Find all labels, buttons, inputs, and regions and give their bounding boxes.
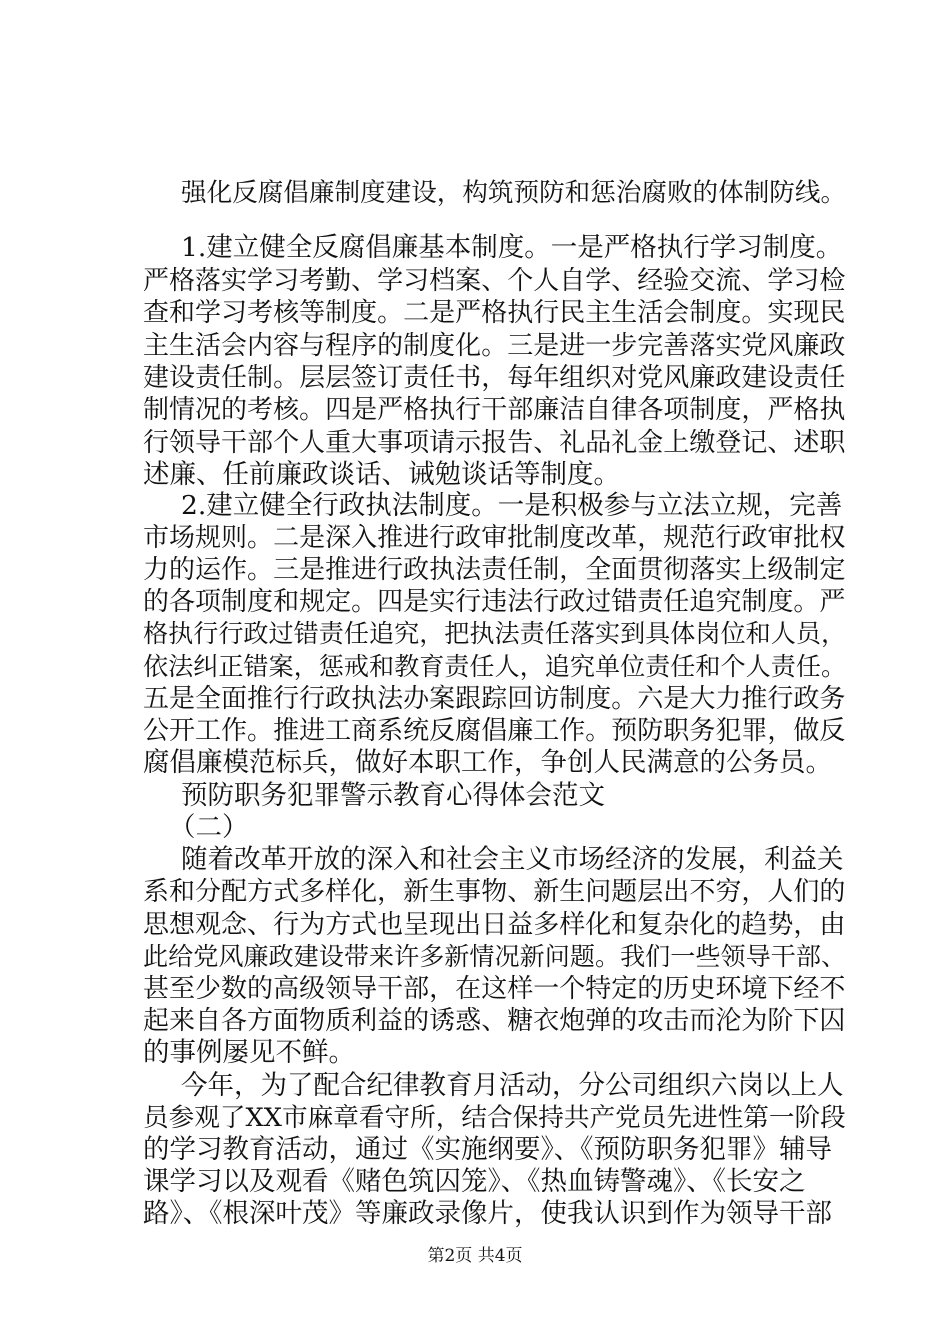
text-line: 1.建立健全反腐倡廉基本制度。一是严格执行学习制度。: [181, 232, 843, 263]
text-line: 述廉、任前廉政谈话、诫勉谈话等制度。: [143, 459, 620, 490]
text-line: 力的运作。三是推进行政执法责任制，全面贯彻落实上级制定: [143, 555, 846, 585]
text-line: 五是全面推行行政执法办案跟踪回访制度。六是大力推行政务: [143, 684, 846, 714]
text-line: 格执行行政过错责任追究，把执法责任落实到具体岗位和人员，: [143, 619, 847, 648]
text-line: 随着改革开放的深入和社会主义市场经济的发展，利益关: [181, 844, 844, 875]
text-line: 强化反腐倡廉制度建设，构筑预防和惩治腐败的体制防线。: [181, 178, 847, 208]
text-line: 甚至少数的高级领导干部，在这样一个特定的历史环境下经不: [143, 974, 846, 1004]
text-line: 公开工作。推进工商系统反腐倡廉工作。预防职务犯罪，做反: [143, 716, 846, 746]
text-line: 课学习以及观看《赌色筑囚笼》、《热血铸警魂》、《长安之: [143, 1166, 806, 1197]
section-subheading: （二）: [169, 812, 249, 843]
text-line: 制情况的考核。四是严格执行干部廉洁自律各项制度，严格执: [143, 395, 846, 425]
text-line: 路》、《根深叶茂》等廉政录像片，使我认识到作为领导干部: [143, 1198, 832, 1229]
text-line: 此给党风廉政建设带来许多新情况新问题。我们一些领导干部、: [143, 942, 847, 971]
text-line: 腐倡廉模范标兵，做好本职工作，争创人民满意的公务员。: [143, 747, 832, 778]
text-line: 系和分配方式多样化，新生事物、新生问题层出不穷，人们的: [143, 877, 846, 907]
text-line: 起来自各方面物质利益的诱惑、糖衣炮弹的攻击而沦为阶下囚: [143, 1006, 846, 1036]
text-line: 行领导干部个人重大事项请示报告、礼品礼金上缴登记、述职: [143, 428, 846, 458]
section-heading: 预防职务犯罪警示教育心得体会范文: [181, 780, 605, 811]
text-line: 严格落实学习考勤、学习档案、个人自学、经验交流、学习检: [143, 266, 846, 296]
text-line: 市场规则。二是深入推进行政审批制度改革，规范行政审批权: [143, 523, 846, 553]
text-line: 依法纠正错案，惩戒和教育责任人，追究单位责任和个人责任。: [143, 652, 847, 681]
text-line: 今年，为了配合纪律教育月活动，分公司组织六岗以上人: [181, 1070, 844, 1101]
text-line: 建设责任制。层层签订责任书，每年组织对党风廉政建设责任: [143, 363, 846, 393]
text-line: 主生活会内容与程序的制度化。三是进一步完善落实党风廉政: [143, 331, 846, 361]
text-line: 的事例屡见不鲜。: [143, 1037, 355, 1068]
text-line: 的各项制度和规定。四是实行违法行政过错责任追究制度。严: [143, 587, 846, 617]
page-number: 第2页 共4页: [427, 1246, 523, 1266]
text-line: 查和学习考核等制度。二是严格执行民主生活会制度。实现民: [143, 298, 846, 328]
text-line: 员参观了XX市麻章看守所，结合保持共产党员先进性第一阶段: [143, 1103, 846, 1133]
text-line: 2.建立健全行政执法制度。一是积极参与立法立规，完善: [181, 490, 843, 521]
text-line: 的学习教育活动，通过《实施纲要》、《预防职务犯罪》辅导: [143, 1134, 832, 1165]
text-line: 思想观念、行为方式也呈现出日益多样化和复杂化的趋势，由: [143, 910, 846, 940]
